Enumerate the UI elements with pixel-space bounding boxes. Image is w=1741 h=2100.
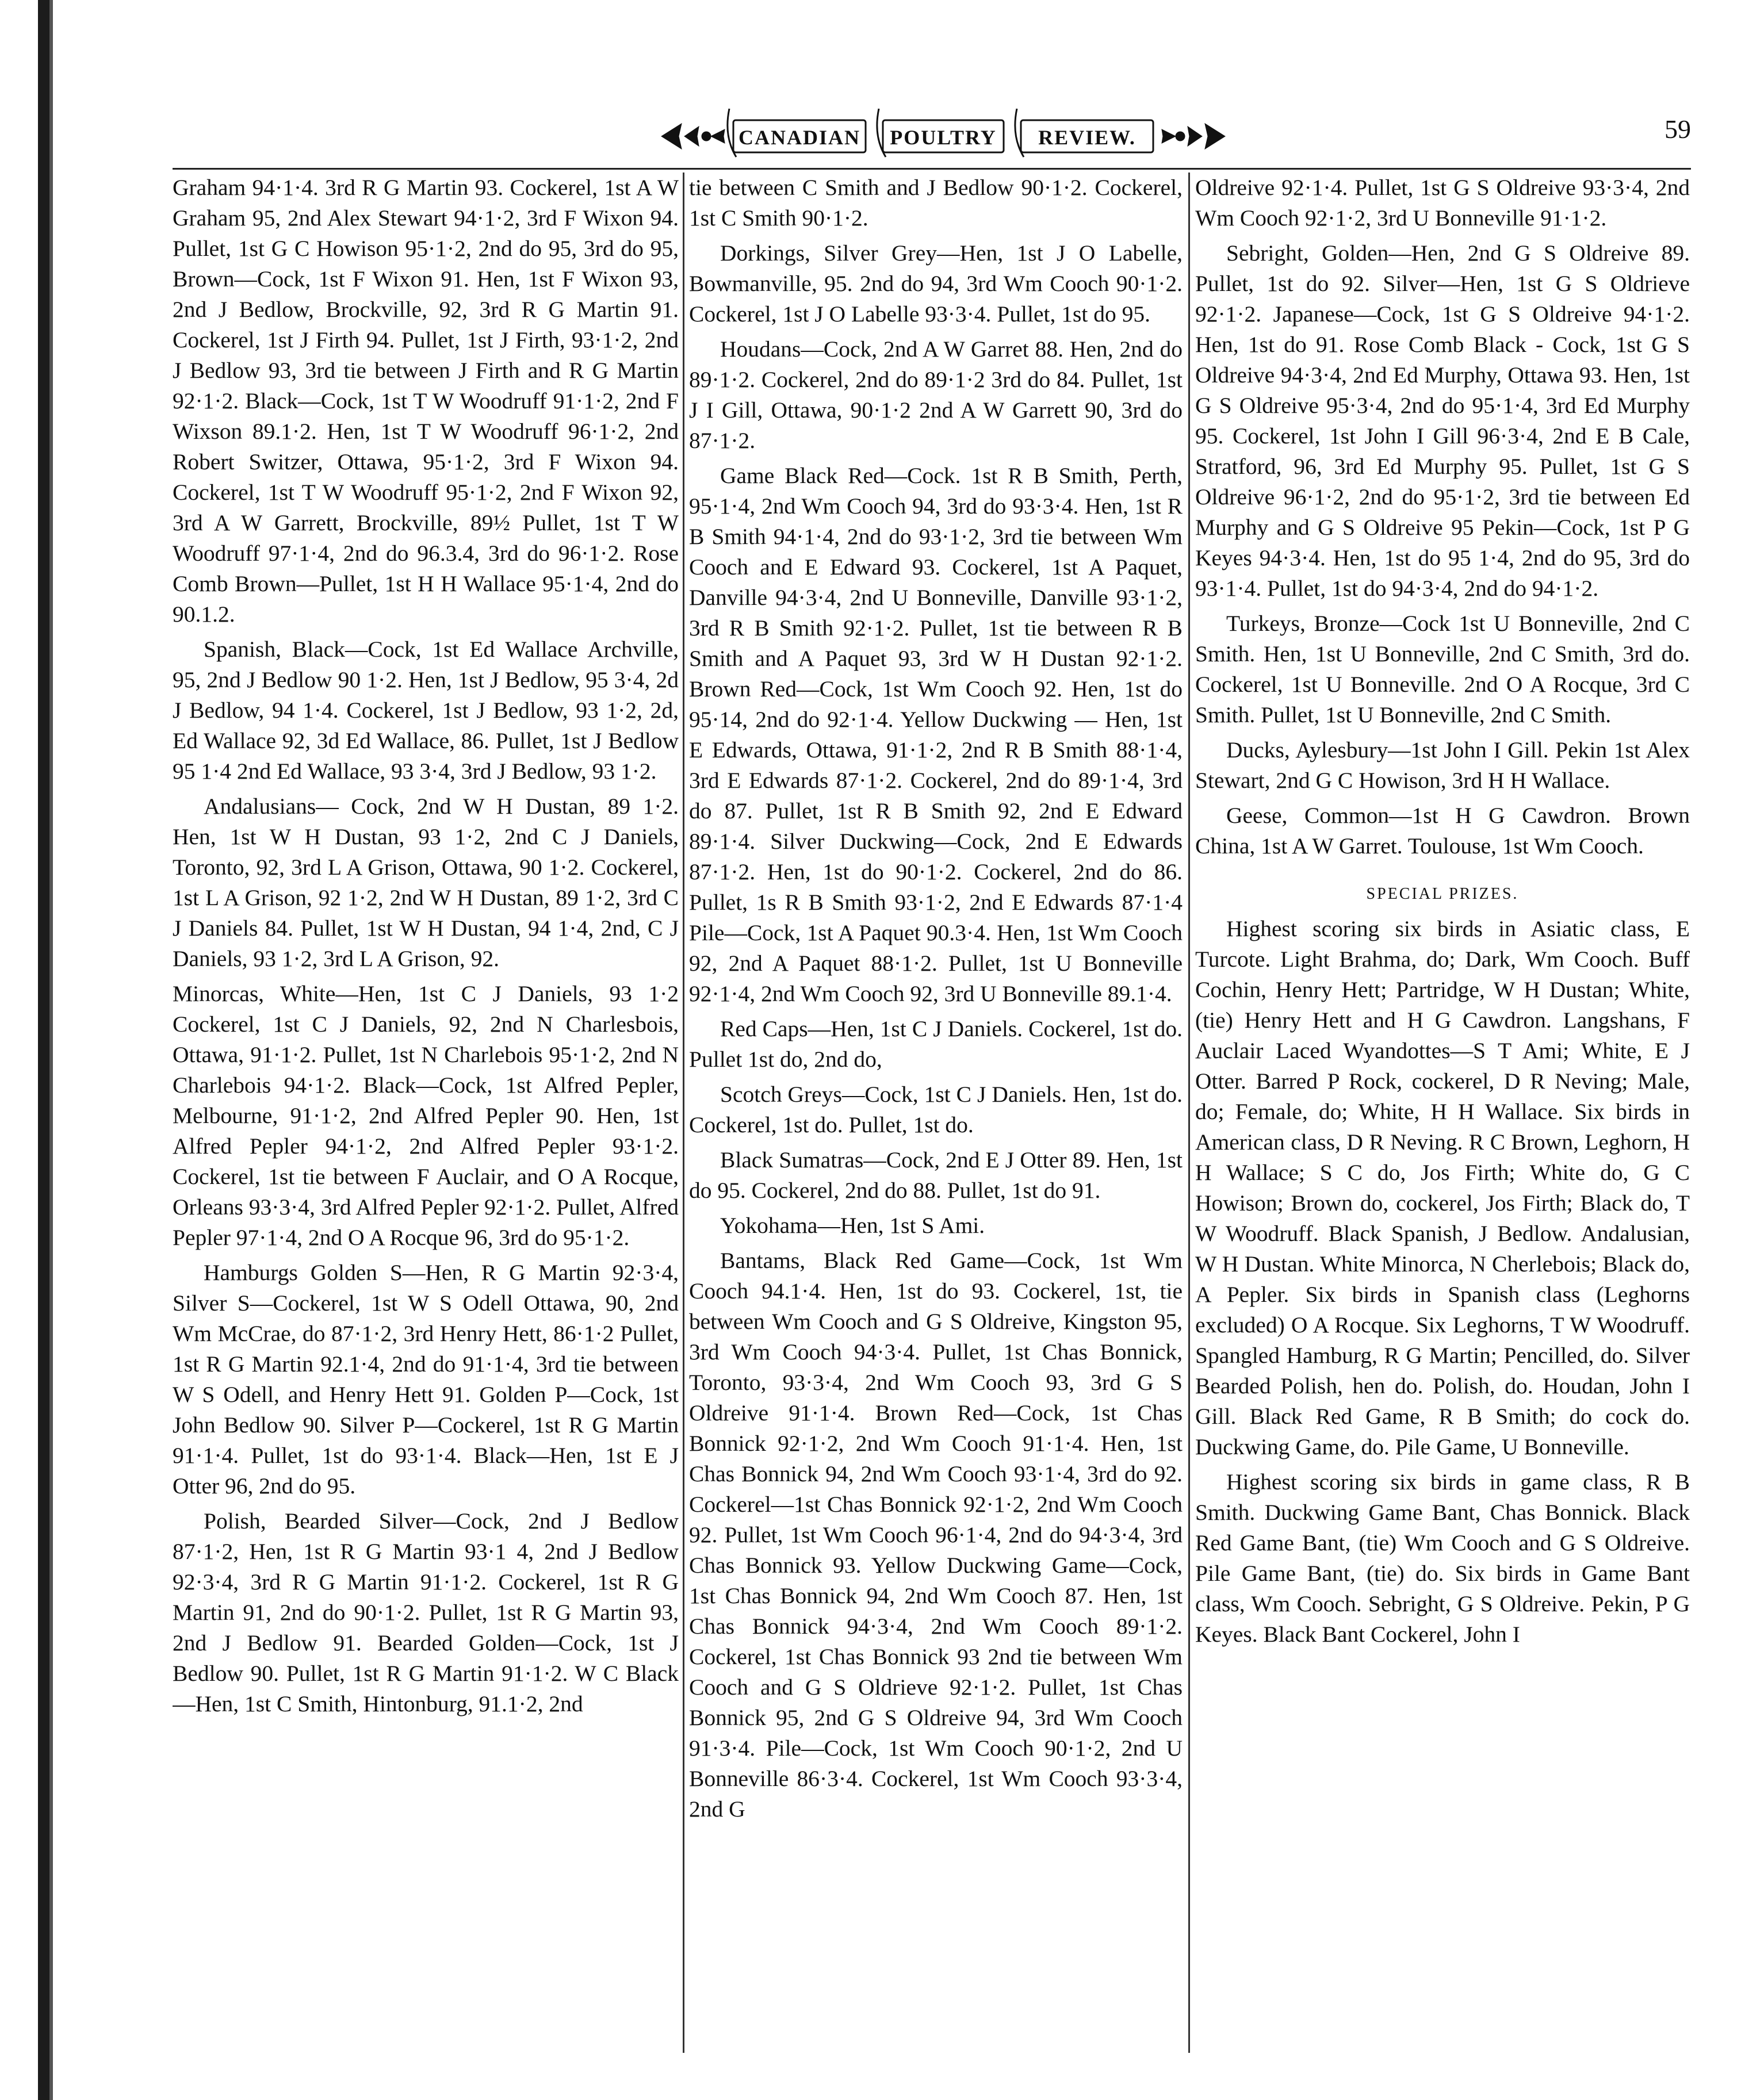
masthead-word-3: REVIEW.	[1038, 126, 1136, 149]
masthead-ornament	[656, 101, 1231, 164]
column-paragraph: Hamburgs Golden S—Hen, R G Martin 92·3·4, Silver S—Cockerel, 1st W S Odell Ottawa, 90, 2nd Wm McCrae, do 87·1·2, 3rd Henry Hett, 86·1·2 Pullet, 1st R G Martin 92.1·4, 2nd do 91·1·4, 3rd tie between W S Odell, and Henry Hett 91. Golden P—Cock, 1st John Bedlow 90. Silver P—Cockerel, 1st R G Martin 91·1·4. Pullet, 1st do 93·1·4. Black—Hen, 1st E J Otter 96, 2nd do 95.	[173, 1260, 679, 1499]
section-heading: SPECIAL PRIZES.	[1366, 885, 1519, 903]
masthead-word-2: POULTRY	[890, 126, 997, 149]
column-2	[689, 173, 1183, 2059]
header-rule	[173, 168, 1691, 170]
column-paragraph: Andalusians— Cock, 2nd W H Dustan, 89 1·2. Hen, 1st W H Dustan, 93 1·2, 2nd C J Daniels, Toronto, 92, 3rd L A Grison, Ottawa, 90 1·2. Cockerel, 1st L A Grison, 92 1·2, 2nd W H Dustan, 89 1·2, 3rd C J Daniels 84. Pullet, 1st W H Dustan, 94 1·4, 2nd, C J Daniels, 93 1·2, 3rd L A Grison, 92.	[173, 794, 679, 971]
column-divider-1	[683, 173, 684, 2053]
masthead-word-1: CANADIAN	[739, 126, 860, 149]
column-paragraph: Yokohama—Hen, 1st S Ami.	[720, 1213, 985, 1238]
column-paragraph: Minorcas, White—Hen, 1st C J Daniels, 93 1·2 Cockerel, 1st C J Daniels, 92, 2nd N Charlesbois, Ottawa, 91·1·2. Pullet, 1st N Charlebois 95·1·2, 2nd N Charlebois 94·1·2. Black—Cock, 1st Alfred Pepler, Melbourne, 91·1·2, 2nd Alfred Pepler 90. Hen, 1st Alfred Pepler 94·1·2, 2nd Alfred Pepler 93·1·2. Cockerel, 1st tie between F Auclair, and O A Rocque, Orleans 93·3·4, 3rd Alfred Pepler 92·1·2. Pullet, Alfred Pepler 97·1·4, 2nd O A Rocque 96, 3rd do 95·1·2.	[173, 981, 679, 1250]
column-paragraph: Sebright, Golden—Hen, 2nd G S Oldreive 89. Pullet, 1st do 92. Silver—Hen, 1st G S Oldrieve 92·1·2. Japanese—Cock, 1st G S Oldreive 94·1·2. Hen, 1st do 91. Rose Comb Black - Cock, 1st G S Oldreive 94·3·4, 2nd Ed Murphy, Ottawa 93. Hen, 1st G S Oldreive 95·3·4, 2nd do 95·1·4, 3rd Ed Murphy 95. Cockerel, 1st John I Gill 96·3·4, 2nd E B Cale, Stratford, 96, 3rd Ed Murphy 95. Pullet, 1st G S Oldreive 96·1·2, 2nd do 95·1·2, 3rd tie between Ed Murphy and G S Oldreive 95 Pekin—Cock, 1st P G Keyes 94·3·4. Hen, 1st do 95 1·4, 2nd do 95, 3rd do 93·1·4. Pullet, 1st do 94·3·4, 2nd do 94·1·2.	[1195, 240, 1690, 601]
masthead	[656, 101, 1231, 164]
book-spine-edge	[49, 0, 53, 2100]
column-3	[1195, 173, 1690, 2059]
column-paragraph: Spanish, Black—Cock, 1st Ed Wallace Archville, 95, 2nd J Bedlow 90 1·2. Hen, 1st J Bedlow, 95 3·4, 2d J Bedlow, 94 1·4. Cockerel, 1st J Bedlow, 93 1·2, 2d, Ed Wallace 92, 3d Ed Wallace, 86. Pullet, 1st J Bedlow 95 1·4 2nd Ed Wallace, 93 3·4, 3rd J Bedlow, 93 1·2.	[173, 637, 679, 784]
page-number: 59	[1665, 114, 1691, 144]
column-paragraph: Oldreive 92·1·4. Pullet, 1st G S Oldreive 93·3·4, 2nd Wm Cooch 92·1·2, 3rd U Bonneville 91·1·2.	[1195, 175, 1690, 231]
column-paragraph: tie between C Smith and J Bedlow 90·1·2. Cockerel, 1st C Smith 90·1·2.	[689, 175, 1183, 231]
column-paragraph: Highest scoring six birds in game class, R B Smith. Duckwing Game Bant, Chas Bonnick. Black Red Game Bant, (tie) Wm Cooch and G S Oldreive. Pile Game Bant, (tie) do. Six birds in Game Bant class, Wm Cooch. Sebright, G S Oldreive. Pekin, P G Keyes. Black Bant Cockerel, John I	[1195, 1469, 1690, 1647]
column-paragraph: Bantams, Black Red Game—Cock, 1st Wm Cooch 94.1·4. Hen, 1st do 93. Cockerel, 1st, tie between Wm Cooch and G S Oldreive, Kingston 95, 3rd Wm Cooch 94·3·4. Pullet, 1st Chas Bonnick, Toronto, 93·3·4, 2nd Wm Cooch 93, 3rd G S Oldreive 91·1·4. Brown Red—Cock, 1st Chas Bonnick 92·1·2, 2nd Wm Cooch 91·1·4. Hen, 1st Chas Bonnick 94, 2nd Wm Cooch 93·1·4, 3rd do 92. Cockerel—1st Chas Bonnick 92·1·2, 2nd Wm Cooch 92. Pullet, 1st Wm Cooch 96·1·4, 2nd do 94·3·4, 3rd Chas Bonnick 93. Yellow Duckwing Game—Cock, 1st Chas Bonnick 94, 2nd Wm Cooch 87. Hen, 1st Chas Bonnick 94·3·4, 2nd Wm Cooch 89·1·2. Cockerel, 1st Chas Bonnick 93 2nd tie between Wm Cooch and G S Oldrieve 92·1·2. Pullet, 1st Chas Bonnick 95, 2nd G S Oldreive 94, 3rd Wm Cooch 91·3·4. Pile—Cock, 1st Wm Cooch 90·1·2, 2nd U Bonneville 86·3·4. Cockerel, 1st Wm Cooch 93·3·4, 2nd G	[689, 1248, 1183, 1822]
column-paragraph: Highest scoring six birds in Asiatic class, E Turcote. Light Brahma, do; Dark, Wm Cooch. Buff Cochin, Henry Hett; Partridge, W H Dustan; White, (tie) Henry Hett and H G Cawdron. Langshans, F Auclair Laced Wyandottes—S T Ami; White, E J Otter. Barred P Rock, cockerel, D R Neving; Male, do; Female, do; White, H H Wallace. Six birds in American class, D R Neving. R C Brown, Leghorn, H H Wallace; S C do, Jos Firth; White do, G C Howison; Brown do, cockerel, Jos Firth; Black do, T W Woodruff. Black Spanish, J Bedlow. Andalusian, W H Dustan. White Minorca, N Cherlebois; Black do, A Pepler. Six birds in Spanish class (Leghorns excluded) O A Rocque. Six Leghorns, T W Woodruff. Spangled Hamburg, R G Martin; Pencilled, do. Silver Bearded Polish, hen do. Polish, do. Houdan, John I Gill. Black Red Game, R B Smith; do cock do. Duckwing Game, do. Pile Game, U Bonneville.	[1195, 916, 1690, 1459]
column-paragraph: Scotch Greys—Cock, 1st C J Daniels. Hen, 1st do. Cockerel, 1st do. Pullet, 1st do.	[689, 1082, 1183, 1137]
column-paragraph: Dorkings, Silver Grey—Hen, 1st J O Labelle, Bowmanville, 95. 2nd do 94, 3rd Wm Cooch 90·1·2. Cockerel, 1st J O Labelle 93·3·4. Pullet, 1st do 95.	[689, 240, 1183, 327]
column-paragraph: Geese, Common—1st H G Cawdron. Brown China, 1st A W Garret. Toulouse, 1st Wm Cooch.	[1195, 803, 1690, 859]
column-paragraph: Black Sumatras—Cock, 2nd E J Otter 89. Hen, 1st do 95. Cockerel, 2nd do 88. Pullet, 1st do 91.	[689, 1147, 1183, 1203]
column-paragraph: Turkeys, Bronze—Cock 1st U Bonneville, 2nd C Smith. Hen, 1st U Bonneville, 2nd C Smith, 3rd do. Cockerel, 1st U Bonneville. 2nd O A Rocque, 3rd C Smith. Pullet, 1st U Bonneville, 2nd C Smith.	[1195, 611, 1690, 727]
column-1	[173, 173, 679, 2059]
column-paragraph: Houdans—Cock, 2nd A W Garret 88. Hen, 2nd do 89·1·2. Cockerel, 2nd do 89·1·2 3rd do 84. Pullet, 1st J I Gill, Ottawa, 90·1·2 2nd A W Garrett 90, 3rd do 87·1·2.	[689, 336, 1183, 453]
column-paragraph: Ducks, Aylesbury—1st John I Gill. Pekin 1st Alex Stewart, 2nd G C Howison, 3rd H H Wallace.	[1195, 737, 1690, 793]
column-paragraph: Red Caps—Hen, 1st C J Daniels. Cockerel, 1st do. Pullet 1st do, 2nd do,	[689, 1016, 1183, 1072]
column-paragraph: Game Black Red—Cock. 1st R B Smith, Perth, 95·1·4, 2nd Wm Cooch 94, 3rd do 93·3·4. Hen, 1st R B Smith 94·1·4, 2nd do 93·1·2, 3rd tie between Wm Cooch and E Edward 93. Cockerel, 1st A Paquet, Danville 94·3·4, 2nd U Bonneville, Danville 93·1·2, 3rd R B Smith 92·1·2. Pullet, 1st tie between R B Smith and A Paquet 93, 3rd W H Dustan 92·1·2. Brown Red—Cock, 1st Wm Cooch 92. Hen, 1st do 95·14, 2nd do 92·1·4. Yellow Duckwing — Hen, 1st E Edwards, Ottawa, 91·1·2, 2nd R B Smith 88·1·4, 3rd E Edwards 87·1·2. Cockerel, 2nd do 89·1·4, 3rd do 87. Pullet, 1st R B Smith 92, 2nd E Edward 89·1·4. Silver Duckwing—Cock, 2nd E Edwards 87·1·2. Hen, 1st do 90·1·2. Cockerel, 2nd do 86. Pullet, 1s R B Smith 93·1·2, 2nd E Edwards 87·1·4 Pile—Cock, 1st A Paquet 90.3·4. Hen, 1st Wm Cooch 92, 2nd A Paquet 88·1·2. Pullet, 1st U Bonneville 92·1·4, 2nd Wm Cooch 92, 3rd U Bonneville 89.1·4.	[689, 463, 1183, 1006]
column-paragraph: Graham 94·1·4. 3rd R G Martin 93. Cockerel, 1st A W Graham 95, 2nd Alex Stewart 94·1·2, 3rd F Wixon 94. Pullet, 1st G C Howison 95·1·2, 2nd do 95, 3rd do 95, Brown—Cock, 1st F Wixon 91. Hen, 1st F Wixon 93, 2nd J Bedlow, Brockville, 92, 3rd R G Martin 91. Cockerel, 1st J Firth 94. Pullet, 1st J Firth, 93·1·2, 2nd J Bedlow 93, 3rd tie between J Firth and R G Martin 92·1·2. Black—Cock, 1st T W Woodruff 91·1·2, 2nd F Wixson 89.1·2. Hen, 1st T W Woodruff 96·1·2, 2nd Robert Switzer, Ottawa, 95·1·2, 3rd F Wixon 94. Cockerel, 1st T W Woodruff 95·1·2, 2nd F Wixon 92, 3rd A W Garrett, Brockville, 89½ Pullet, 1st T W Woodruff 97·1·4, 2nd do 96.3.4, 3rd do 96·1·2. Rose Comb Brown—Pullet, 1st H H Wallace 95·1·4, 2nd do 90.1.2.	[173, 175, 679, 627]
column-paragraph: Polish, Bearded Silver—Cock, 2nd J Bedlow 87·1·2, Hen, 1st R G Martin 93·1 4, 2nd J Bedlow 92·3·4, 3rd R G Martin 91·1·2. Cockerel, 1st R G Martin 91, 2nd do 90·1·2. Pullet, 1st R G Martin 93, 2nd J Bedlow 91. Bearded Golden—Cock, 1st J Bedlow 90. Pullet, 1st R G Martin 91·1·2. W C Black—Hen, 1st C Smith, Hintonburg, 91.1·2, 2nd	[173, 1508, 679, 1716]
column-divider-2	[1188, 173, 1190, 2053]
